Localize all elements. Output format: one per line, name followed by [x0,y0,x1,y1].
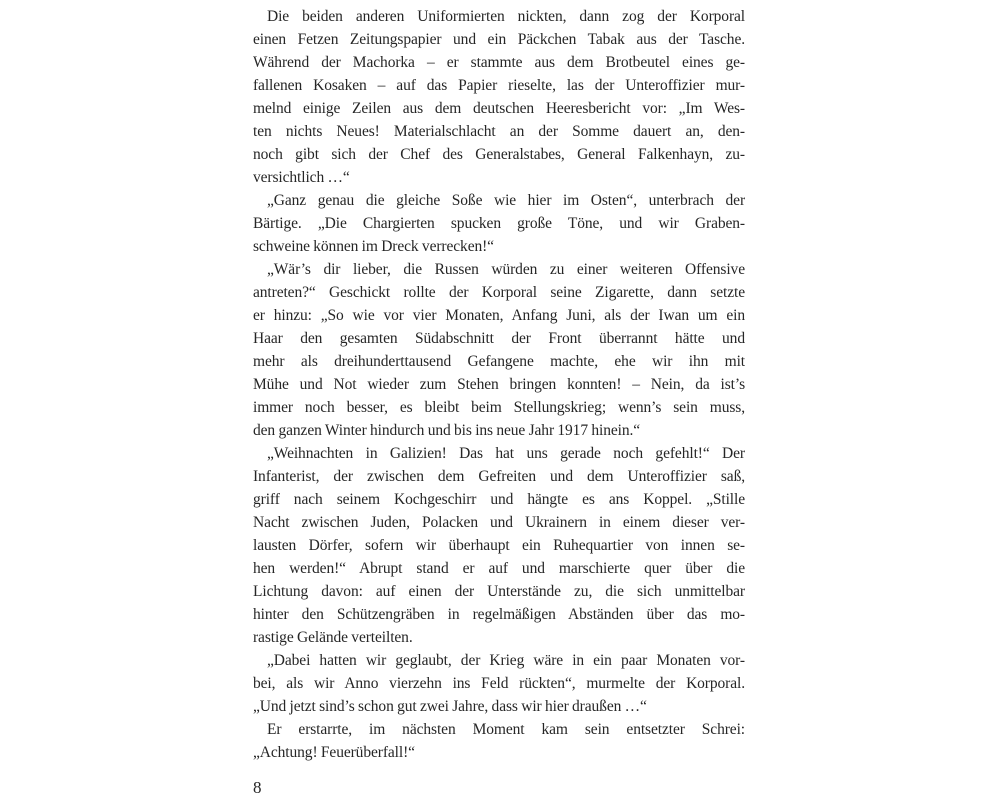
text-line: noch gibt sich der Chef des Generalstabes, General Falkenhayn, zu- [253,146,745,163]
paragraph [253,442,745,649]
text-line: „Weihnachten in Galizien! Das hat uns gerade noch gefehlt!“ Der [267,445,745,462]
text-line: er hinzu: „So wie vor vier Monaten, Anfang Juni, als der Iwan um ein [253,307,745,324]
text-line: einen Fetzen Zeitungspapier und ein Päckchen Tabak aus der Tasche. [253,31,745,48]
text-line: Während der Machorka – er stammte aus dem Brotbeutel eines ge- [253,54,745,71]
text-line: immer noch besser, es bleibt beim Stellungskrieg; wenn’s sein muss, [253,399,745,416]
text-line: hinter den Schützengräben in regelmäßigen Abständen über das mo- [253,606,745,623]
text-line: „Ganz genau die gleiche Soße wie hier im Osten“, unterbrach der [267,192,745,209]
text-line: Mühe und Not wieder zum Stehen bringen konnten! – Nein, da ist’s [253,376,745,393]
text-line: Haar den gesamten Südabschnitt der Front überrannt hätte und [253,330,745,347]
paragraph [253,718,745,764]
text-line: mehr als dreihunderttausend Gefangene machte, ehe wir ihn mit [253,353,745,370]
text-line: ten nichts Neues! Materialschlacht an der Somme dauert an, den- [253,123,745,140]
text-line: fallenen Kosaken – auf das Papier rieselte, las der Unteroffizier mur- [253,77,745,94]
paragraph [253,258,745,442]
text-line: „Achtung! Feuerüberfall!“ [253,744,415,761]
text-line: versichtlich …“ [253,169,350,186]
text-line: „Wär’s dir lieber, die Russen würden zu einer weiteren Offensive [267,261,745,278]
text-line: Nacht zwischen Juden, Polacken und Ukrainern in einem dieser ver- [253,514,745,531]
text-line: griff nach seinem Kochgeschirr und hängte es ans Koppel. „Stille [253,491,745,508]
text-line: „Und jetzt sind’s schon gut zwei Jahre, dass wir hier draußen …“ [253,698,647,715]
text-line: Er erstarrte, im nächsten Moment kam sein entsetzter Schrei: [267,721,745,738]
paragraph [253,649,745,718]
text-line: melnd einige Zeilen aus dem deutschen Heeresbericht vor: „Im Wes- [253,100,745,117]
text-line: schweine können im Dreck verrecken!“ [253,238,494,255]
paragraph [253,189,745,258]
text-line: den ganzen Winter hindurch und bis ins neue Jahr 1917 hinein.“ [253,422,641,439]
text-line: Bärtige. „Die Chargierten spucken große Töne, und wir Graben- [253,215,745,232]
text-line: Lichtung davon: auf einen der Unterstände zu, die sich unmittelbar [253,583,745,600]
text-line: bei, als wir Anno vierzehn ins Feld rückten“, murmelte der Korporal. [253,675,745,692]
text-line: hen werden!“ Abrupt stand er auf und marschierte quer über die [253,560,745,577]
text-line: „Dabei hatten wir geglaubt, der Krieg wäre in ein paar Monaten vor- [267,652,745,669]
text-line: Die beiden anderen Uniformierten nickten, dann zog der Korporal [267,8,745,25]
text-line: Infanterist, der zwischen dem Gefreiten und dem Unteroffizier saß, [253,468,745,485]
text-block [253,5,745,764]
page-number: 8 [253,778,262,797]
paragraph [253,5,745,189]
text-line: lausten Dörfer, sofern wir überhaupt ein Ruhequartier von innen se- [253,537,745,554]
text-line: antreten?“ Geschickt rollte der Korporal seine Zigarette, dann setzte [253,284,745,301]
text-line: rastige Gelände verteilten. [253,629,413,646]
